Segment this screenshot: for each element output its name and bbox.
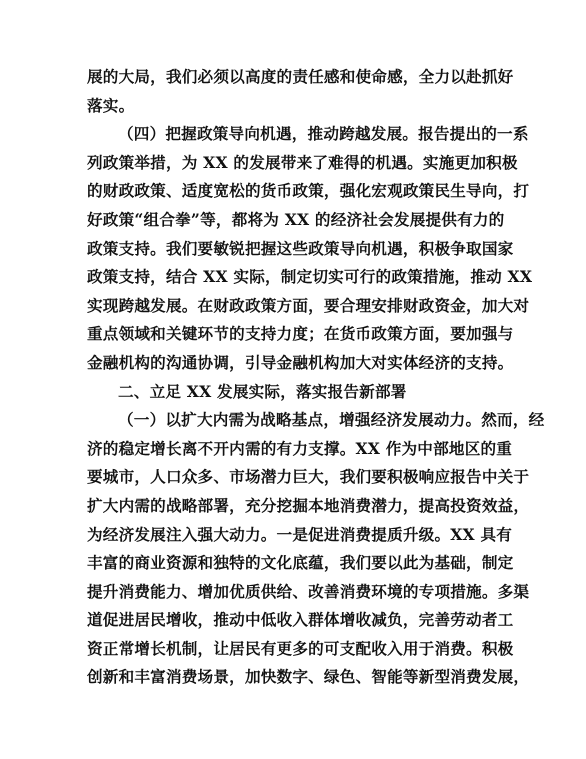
text-line: 济的稳定增长离不开内需的有力支撑。XX 作为中部地区的重 xyxy=(87,438,513,458)
text-line: 为经济发展注入强大动力。一是促进消费提质升级。XX 具有 xyxy=(87,524,513,544)
text-line: 道促进居民增收，推动中低收入群体增收减负，完善劳动者工 xyxy=(87,610,514,630)
text-line: 丰富的商业资源和独特的文化底蕴，我们要以此为基础，制定 xyxy=(87,553,514,573)
text-line: 要城市，人口众多、市场潜力巨大，我们要积极响应报告中关于 xyxy=(87,467,530,487)
text-line: 好政策“组合拳”等，都将为 XX 的经济社会发展提供有力的 xyxy=(87,209,505,229)
text-line: 政策支持。我们要敏锐把握这些政策导向机遇，积极争取国家 xyxy=(87,238,514,258)
text-line: 扩大内需的战略部署，充分挖掘本地消费潜力，提高投资效益， xyxy=(87,495,530,515)
text-line: 金融机构的沟通协调，引导金融机构加大对实体经济的支持。 xyxy=(87,352,514,372)
text-line: 的财政政策、适度宽松的货币政策，强化宏观政策民生导向，打 xyxy=(87,181,530,201)
text-line: 资正常增长机制，让居民有更多的可支配收入用于消费。积极 xyxy=(87,638,514,658)
text-line: 列政策举措，为 XX 的发展带来了难得的机遇。实施更加积极 xyxy=(87,152,518,172)
text-line: 政策支持，结合 XX 实际，制定切实可行的政策措施，推动 XX xyxy=(87,267,533,287)
text-line: 创新和丰富消费场景，加快数字、绿色、智能等新型消费发展， xyxy=(87,667,530,687)
text-line: 重点领域和关键环节的支持力度；在货币政策方面，要加强与 xyxy=(87,324,514,344)
section-heading-2: 二、立足 XX 发展实际，落实报告新部署 xyxy=(118,381,407,401)
text-line: 展的大局，我们必须以高度的责任感和使命感，全力以赴抓好 xyxy=(87,67,514,86)
subsection-heading-1: （一）以扩大内需为战略基点，增强经济发展动力。然而，经 xyxy=(118,410,545,430)
text-line: 提升消费能力、增加优质供给、改善消费环境的专项措施。多渠 xyxy=(87,581,530,601)
document-body xyxy=(87,63,545,692)
text-line: 落实。 xyxy=(87,95,135,115)
text-line: 实现跨越发展。在财政政策方面，要合理安排财政资金，加大对 xyxy=(87,295,530,315)
section-heading-4: （四）把握政策导向机遇，推动跨越发展。报告提出的一系 xyxy=(118,124,529,144)
